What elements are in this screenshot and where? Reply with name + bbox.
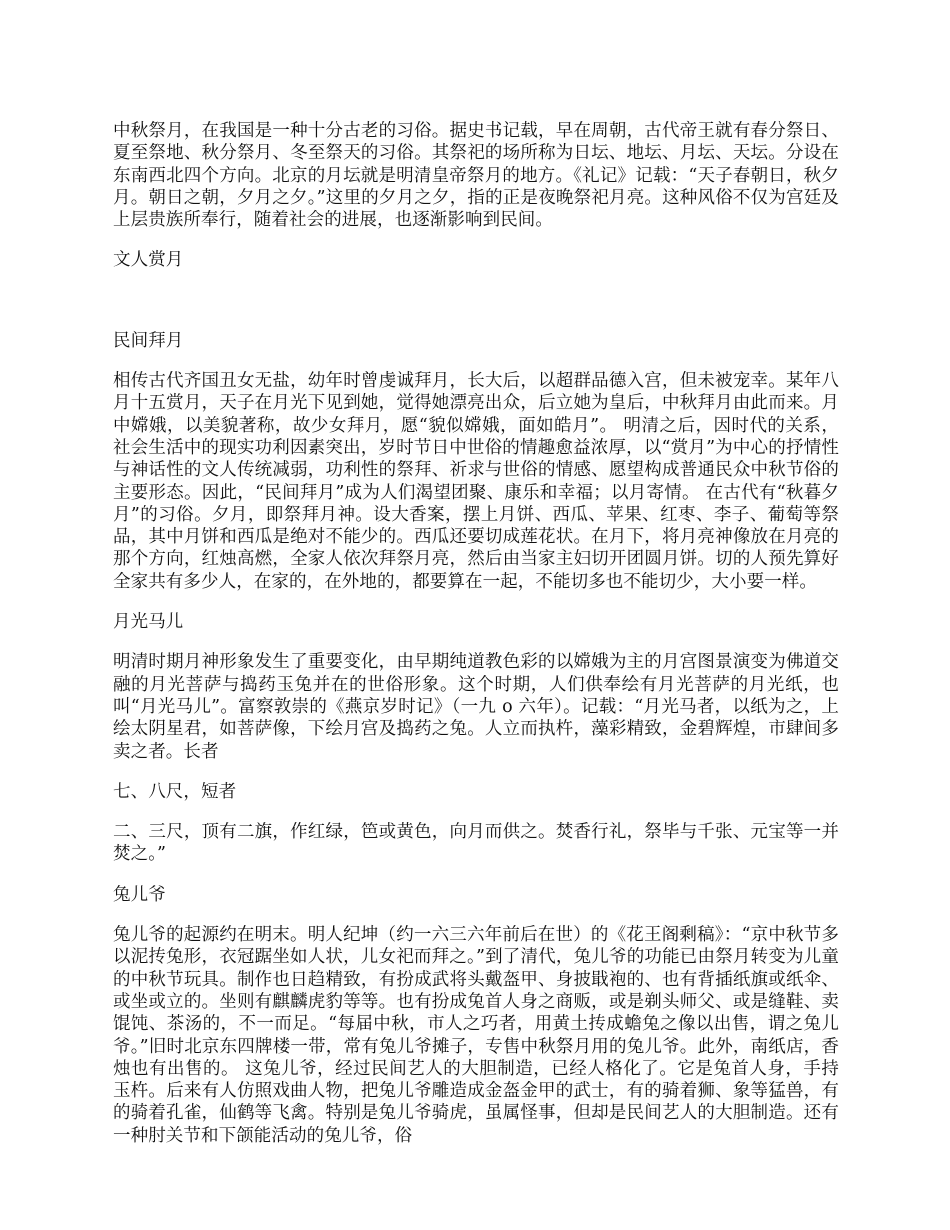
paragraph-moonlight-paper: 明清时期月神形象发生了重要变化，由早期纯道教色彩的以嫦娥为主的月宫图景演变为佛道交融的月光菩萨与捣药玉兔并在的世俗形象。这个时期，人们供奉绘有月光菩萨的月光纸，也叫“月光马儿”。富察敦崇的《燕京岁时记》（一九 o 六年）。记载：“月光马者，以纸为之，上绘太阴星君，如菩萨像，下绘月宫及捣药之兔。人立而执杵，藻彩精致，金碧辉煌，市肆间多卖之者。长者: [113, 652, 839, 762]
paragraph-size-short: 二、三尺，顶有二旗，作红绿，笆或黄色，向月而供之。焚香行礼，祭毕与千张、元宝等一并焚之。”: [113, 822, 839, 865]
blank-space: [113, 290, 839, 330]
paragraph-folk-moon-worship: 相传古代齐国丑女无盐，幼年时曾虔诚拜月，长大后，以超群品德入宫，但未被宠幸。某年八月十五赏月，天子在月光下见到她，觉得她漂亮出众，后立她为皇后，中秋拜月由此而来。月中嫦娥，以美貌著称，故少女拜月，愿“貌似嫦娥，面如皓月”。 明清之后，因时代的关系，社会生活中的现实功利因素突出，岁时节日中世俗的情趣愈益浓厚，以“赏月”为中心的抒情性与神话性的文人传统减弱，功利性的祭拜、祈求与世俗的情感、愿望构成普通民众中秋节俗的主要形态。因此，“民间拜月”成为人们渴望团聚、康乐和幸福；以月寄情。 在古代有“秋暮夕月”的习俗。夕月，即祭拜月神。设大香案，摆上月饼、西瓜、苹果、红枣、李子、葡萄等祭品，其中月饼和西瓜是绝对不能少的。西瓜还要切成莲花状。在月下，将月亮神像放在月亮的那个方向，红烛高燃，全家人依次拜祭月亮，然后由当家主妇切开团圆月饼。切的人预先算好全家共有多少人，在家的，在外地的，都要算在一起，不能切多也不能切少，大小要一样。: [113, 371, 839, 592]
paragraph-rabbit-lord: 兔儿爷的起源约在明末。明人纪坤（约一六三六年前后在世）的《花王阁剩稿》：“京中秋节多以泥抟兔形，衣冠踞坐如人状，儿女祀而拜之。”到了清代，兔儿爷的功能已由祭月转变为儿童的中秋节玩具。制作也日趋精致，有扮成武将头戴盔甲、身披戢袍的、也有背插纸旗或纸伞、或坐或立的。坐则有麒麟虎豹等等。也有扮成兔首人身之商贩，或是剃头师父、或是缝鞋、卖馄饨、茶汤的，不一而足。“每届中秋，市人之巧者，用黄土抟成蟾兔之像以出售，谓之兔儿爷。”旧时北京东四牌楼一带，常有兔儿爷摊子，专售中秋祭月用的兔儿爷。此外，南纸店，香烛也有出售的。 这兔儿爷，经过民间艺人的大胆制造，已经人格化了。它是兔首人身，手持玉杵。后来有人仿照戏曲人物，把兔儿爷雕造成金盔金甲的武士，有的骑着狮、象等猛兽，有的骑着孔雀，仙鹤等飞禽。特别是兔儿爷骑虎，虽属怪事，但却是民间艺人的大胆制造。还有一种肘关节和下颌能活动的兔儿爷，俗: [113, 925, 839, 1146]
document-body: [113, 120, 839, 1165]
heading-literati-moon-viewing: 文人赏月: [113, 250, 184, 271]
paragraph-size-long: 七、八尺，短者: [113, 781, 237, 802]
heading-rabbit-lord: 兔儿爷: [113, 884, 166, 905]
heading-moonlight-paper: 月光马儿: [113, 612, 184, 633]
paragraph-moon-worship-origin: 中秋祭月，在我国是一种十分古老的习俗。据史书记载，早在周朝，古代帝王就有春分祭日、夏至祭地、秋分祭月、冬至祭天的习俗。其祭祀的场所称为日坛、地坛、月坛、天坛。分设在东南西北四个方向。北京的月坛就是明清皇帝祭月的地方。《礼记》记载：“天子春朝日，秋夕月。朝日之朝，夕月之夕。”这里的夕月之夕，指的正是夜晚祭祀月亮。这种风俗不仅为宫廷及上层贵族所奉行，随着社会的进展，也逐渐影响到民间。: [113, 121, 839, 231]
heading-folk-moon-worship: 民间拜月: [113, 330, 184, 351]
